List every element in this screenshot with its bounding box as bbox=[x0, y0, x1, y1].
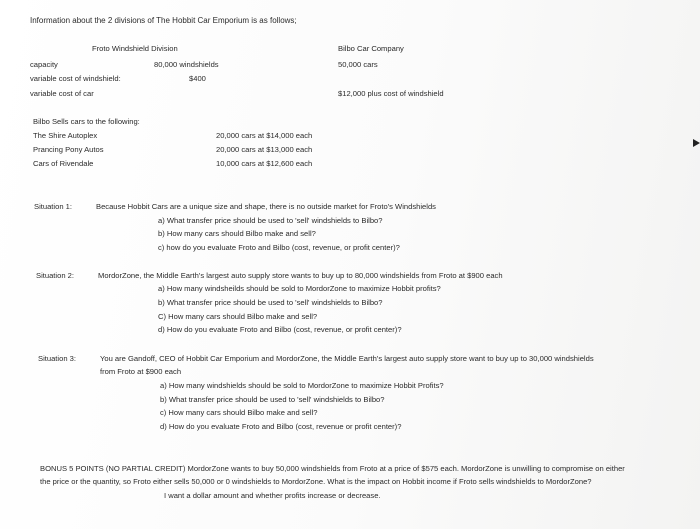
froto-heading: Froto Windshield Division bbox=[92, 44, 178, 53]
sales-buyer: Cars of Rivendale bbox=[33, 159, 94, 168]
situation1-label: Situation 1: bbox=[34, 202, 72, 211]
bilbo-heading: Bilbo Car Company bbox=[338, 44, 404, 53]
situation3-text: You are Gandoff, CEO of Hobbit Car Emporium and MordorZone, the Middle Earth's largest auto supply store want to buy up to 30,000 windshields bbox=[100, 354, 594, 363]
situation3-text: from Froto at $900 each bbox=[100, 367, 182, 376]
sales-buyer: Prancing Pony Autos bbox=[33, 145, 104, 154]
situation1-question: c) how do you evaluate Froto and Bilbo (cost, revenue, or profit center)? bbox=[158, 243, 400, 252]
situation3-question: d) How do you evaluate Froto and Bilbo (cost, revenue or profit center)? bbox=[160, 422, 402, 431]
situation2-question: d) How do you evaluate Froto and Bilbo (cost, revenue, or profit center)? bbox=[158, 325, 402, 334]
situation3-label: Situation 3: bbox=[38, 354, 76, 363]
froto-capacity-value: 80,000 windshields bbox=[154, 60, 219, 69]
froto-vc-windshield-label: variable cost of windshield: bbox=[30, 74, 121, 83]
bonus-text: the price or the quantity, so Froto either sells 50,000 or 0 windshields to MordorZone. What is the impact on Hobbit income if Froto sells windshields to MordorZone? bbox=[40, 477, 592, 486]
situation2-question: b) What transfer price should be used to 'sell' windshields to Bilbo? bbox=[158, 298, 383, 307]
situation3-question: a) How many windshields should be sold to MordorZone to maximize Hobbit Profits? bbox=[160, 381, 444, 390]
froto-vc-car-label: variable cost of car bbox=[30, 89, 94, 98]
bonus-text: I want a dollar amount and whether profits increase or decrease. bbox=[164, 491, 381, 500]
sales-terms: 20,000 cars at $14,000 each bbox=[216, 131, 313, 140]
bilbo-vc-car-value: $12,000 plus cost of windshield bbox=[338, 89, 444, 98]
situation2-label: Situation 2: bbox=[36, 271, 74, 280]
froto-vc-windshield-value: $400 bbox=[189, 74, 206, 83]
bonus-text: BONUS 5 POINTS (NO PARTIAL CREDIT) MordorZone wants to buy 50,000 windshields from Froto at a price of $575 each. MordorZone is unwilling to compromise on either bbox=[40, 464, 625, 473]
situation2-text: MordorZone, the Middle Earth's largest auto supply store wants to buy up to 80,000 windshields from Froto at $900 each bbox=[98, 271, 503, 280]
froto-capacity-label: capacity bbox=[30, 60, 58, 69]
bilbo-capacity-value: 50,000 cars bbox=[338, 60, 378, 69]
situation1-text: Because Hobbit Cars are a unique size and shape, there is no outside market for Froto's Windshields bbox=[96, 202, 436, 211]
sales-terms: 10,000 cars at $12,600 each bbox=[216, 159, 313, 168]
sales-heading: Bilbo Sells cars to the following: bbox=[33, 117, 140, 126]
situation1-question: a) What transfer price should be used to 'sell' windshields to Bilbo? bbox=[158, 216, 383, 225]
situation2-question: C) How many cars should Bilbo make and sell? bbox=[158, 312, 318, 321]
situation2-question: a) How many windsheilds should be sold to MordorZone to maximize Hobbit profits? bbox=[158, 284, 441, 293]
cursor-arrow-icon bbox=[693, 139, 700, 147]
sales-terms: 20,000 cars at $13,000 each bbox=[216, 145, 313, 154]
sales-buyer: The Shire Autoplex bbox=[33, 131, 98, 140]
situation1-question: b) How many cars should Bilbo make and sell? bbox=[158, 229, 316, 238]
situation3-question: c) How many cars should Bilbo make and sell? bbox=[160, 408, 318, 417]
intro-text: Information about the 2 divisions of The Hobbit Car Emporium is as follows; bbox=[30, 16, 297, 25]
situation3-question: b) What transfer price should be used to 'sell' windshields to Bilbo? bbox=[160, 395, 385, 404]
